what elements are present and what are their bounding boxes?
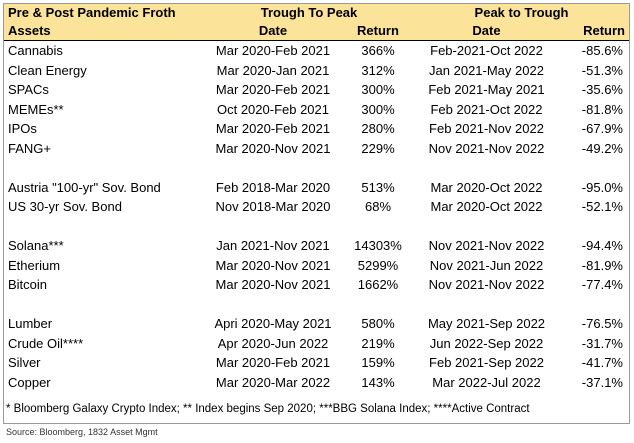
group-spacer [4, 217, 629, 237]
cell-ret: 143% [361, 374, 395, 390]
cell-pret: -81.8% [581, 101, 623, 117]
cell-date: Oct 2020-Feb 2021 [216, 101, 330, 117]
cell-date: Mar 2020-Jan 2021 [216, 62, 330, 78]
cell-pret: -77.4% [581, 277, 623, 293]
cell-ret: 280% [361, 121, 395, 137]
cell-asset: Clean Energy [8, 62, 87, 78]
cell-pdate: Nov 2021-Nov 2022 [428, 238, 545, 254]
date-column-header: Date [204, 22, 342, 41]
group-spacer [4, 295, 629, 315]
cell-date: Apri 2020-May 2021 [214, 316, 332, 332]
group-spacer [4, 158, 629, 178]
cell-ret: 513% [361, 179, 395, 195]
cell-pret: -41.7% [581, 355, 623, 371]
cell-pret: -52.1% [581, 199, 623, 215]
cell-asset: Solana*** [8, 238, 64, 254]
cell-asset: Austria "100-yr" Sov. Bond [8, 179, 161, 195]
cell-asset: FANG+ [8, 140, 51, 156]
peak-to-trough-header: Peak to Trough [414, 4, 629, 22]
cell-pret: -49.2% [581, 140, 623, 156]
cell-pdate: Nov 2021-Nov 2022 [428, 277, 545, 293]
cell-asset: Bitcoin [8, 277, 48, 293]
cell-pret: -76.5% [581, 316, 623, 332]
cell-pret: -81.9% [581, 257, 623, 273]
cell-date: Mar 2020-Feb 2021 [215, 82, 331, 98]
cell-pret: -51.3% [581, 62, 623, 78]
cell-asset: Cannabis [8, 43, 63, 59]
cell-asset: Etherium [8, 257, 61, 273]
cell-pdate: Mar 2020-Oct 2022 [430, 179, 543, 195]
cell-pret: -37.1% [581, 374, 623, 390]
peak-return-column-header: Return [559, 22, 629, 41]
cell-pret: -85.6% [581, 43, 623, 59]
cell-date: Mar 2020-Mar 2022 [215, 374, 331, 390]
cell-ret: 14303% [354, 238, 402, 254]
table-row [4, 178, 629, 198]
table-row [4, 41, 629, 61]
cell-pret: -31.7% [581, 335, 623, 351]
cell-asset: Crude Oil**** [8, 335, 84, 351]
table-row [4, 256, 629, 276]
assets-column-header: Assets [4, 22, 204, 41]
cell-date: Mar 2020-Nov 2021 [215, 140, 331, 156]
cell-ret: 1662% [357, 277, 399, 293]
table-body [4, 41, 629, 393]
table-row [4, 314, 629, 334]
table-row [4, 236, 629, 256]
cell-ret: 300% [361, 101, 395, 117]
table-row [4, 275, 629, 295]
cell-asset: MEMEs** [8, 101, 64, 117]
cell-date: Mar 2020-Feb 2021 [215, 121, 331, 137]
cell-pdate: Nov 2021-Nov 2022 [428, 140, 545, 156]
cell-pdate: Jan 2021-May 2022 [429, 62, 544, 78]
peak-date-column-header: Date [414, 22, 559, 41]
cell-asset: Lumber [8, 316, 53, 332]
source-note: Source: Bloomberg, 1832 Asset Mgmt [6, 427, 158, 437]
table-row [4, 119, 629, 139]
cell-ret: 312% [361, 62, 395, 78]
return-column-header: Return [342, 22, 414, 41]
froth-table [4, 4, 629, 392]
cell-pdate: Feb-2021-Oct 2022 [430, 43, 543, 59]
cell-asset: Copper [8, 374, 51, 390]
cell-date: Mar 2020-Nov 2021 [215, 277, 331, 293]
cell-pdate: Feb 2021-Oct 2022 [430, 101, 543, 117]
cell-pdate: Feb 2021-Nov 2022 [429, 121, 544, 137]
cell-asset: Silver [8, 355, 41, 371]
cell-date: Mar 2020-Feb 2021 [215, 355, 331, 371]
cell-date: Feb 2018-Mar 2020 [215, 179, 331, 195]
cell-pdate: Feb 2021-May 2021 [428, 82, 545, 98]
table-row [4, 373, 629, 393]
cell-date: Mar 2020-Nov 2021 [215, 257, 331, 273]
table-row [4, 80, 629, 100]
froth-table-frame [3, 3, 630, 424]
table-row [4, 100, 629, 120]
cell-ret: 300% [361, 82, 395, 98]
cell-asset: US 30-yr Sov. Bond [8, 199, 122, 215]
table-row [4, 334, 629, 354]
cell-asset: IPOs [8, 121, 37, 137]
cell-ret: 68% [364, 199, 392, 215]
cell-ret: 219% [361, 335, 395, 351]
cell-pdate: Feb 2021-Sep 2022 [429, 355, 544, 371]
header-row-2 [4, 22, 629, 41]
cell-pret: -94.4% [581, 238, 623, 254]
cell-date: Apr 2020-Jun 2022 [217, 335, 329, 351]
cell-pdate: May 2021-Sep 2022 [427, 316, 546, 332]
cell-pdate: Jun 2022-Sep 2022 [429, 335, 544, 351]
cell-asset: SPACs [8, 82, 49, 98]
trough-to-peak-header: Trough To Peak [204, 4, 414, 22]
table-row [4, 197, 629, 217]
header-row-1 [4, 4, 629, 22]
cell-pdate: Nov 2021-Jun 2022 [429, 257, 544, 273]
cell-ret: 159% [361, 355, 395, 371]
table-row [4, 353, 629, 373]
cell-pret: -35.6% [581, 82, 623, 98]
cell-ret: 229% [361, 140, 395, 156]
cell-ret: 5299% [357, 257, 399, 273]
cell-pdate: Mar 2020-Oct 2022 [430, 199, 543, 215]
footnote: * Bloomberg Galaxy Crypto Index; ** Index begins Sep 2020; ***BBG Solana Index; ****Active Contract [6, 403, 530, 415]
cell-date: Mar 2020-Feb 2021 [215, 43, 331, 59]
cell-date: Nov 2018-Mar 2020 [215, 199, 331, 215]
cell-pret: -95.0% [581, 179, 623, 195]
table-title: Pre & Post Pandemic Froth [4, 4, 204, 22]
cell-ret: 366% [361, 43, 395, 59]
cell-pret: -67.9% [581, 121, 623, 137]
table-row [4, 61, 629, 81]
table-row [4, 139, 629, 159]
cell-date: Jan 2021-Nov 2021 [216, 238, 330, 254]
cell-ret: 580% [361, 316, 395, 332]
cell-pdate: Mar 2022-Jul 2022 [432, 374, 541, 390]
